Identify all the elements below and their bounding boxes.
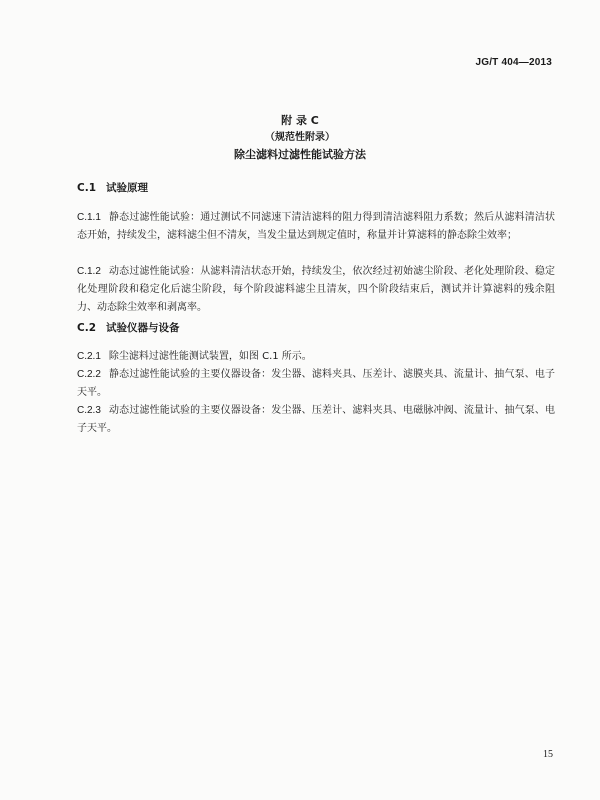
section-number: C.2 — [77, 322, 97, 334]
section-title: 试验原理 — [106, 182, 149, 194]
page-number: 15 — [543, 749, 553, 760]
section-heading-c2 — [77, 320, 180, 335]
clause-number: C.2.1 — [77, 351, 101, 362]
clause-number: C.1.2 — [77, 266, 101, 277]
clause-c2-3 — [77, 402, 555, 438]
clause-number: C.1.1 — [77, 212, 101, 223]
appendix-heading — [0, 112, 600, 163]
clause-c2-1 — [77, 348, 555, 366]
standard-code: JG/T 404—2013 — [475, 57, 552, 68]
appendix-title: 附 录 C — [281, 114, 319, 127]
clause-number: C.2.3 — [77, 405, 101, 416]
clause-text: 除尘滤料过滤性能测试装置，如图 C.1 所示。 — [108, 351, 312, 362]
appendix-name: 除尘滤料过滤性能试验方法 — [234, 148, 366, 161]
clause-text: 静态过滤性能试验的主要仪器设备：发尘器、滤料夹具、压差计、滤膜夹具、流量计、抽气泵、电子天平。 — [77, 369, 555, 398]
appendix-type: （规范性附录） — [265, 132, 335, 143]
clause-text: 静态过滤性能试验：通过测试不同滤速下清洁滤料的阻力得到清洁滤料阻力系数；然后从滤料清洁状态开始，持续发尘，滤料滤尘但不清灰，当发尘量达到规定值时，称量并计算滤料的静态除尘效率； — [77, 212, 555, 241]
clause-text: 动态过滤性能试验：从滤料清洁状态开始，持续发尘，依次经过初始滤尘阶段、老化处理阶段、稳定化处理阶段和稳定化后滤尘阶段，每个阶段滤料滤尘且清灰，四个阶段结束后，测试并计算滤料的残余阻力、动态除尘效率和剥离率。 — [77, 266, 555, 313]
section-number: C.1 — [77, 182, 97, 194]
clause-c1-1 — [77, 209, 555, 245]
clause-number: C.2.2 — [77, 369, 101, 380]
clause-c2-2 — [77, 366, 555, 402]
section-heading-c1 — [77, 180, 148, 195]
clause-text: 动态过滤性能试验的主要仪器设备：发尘器、压差计、滤料夹具、电磁脉冲阀、流量计、抽气泵、电子天平。 — [77, 405, 555, 434]
clause-c1-2 — [77, 263, 555, 317]
section-title: 试验仪器与设备 — [106, 322, 180, 334]
